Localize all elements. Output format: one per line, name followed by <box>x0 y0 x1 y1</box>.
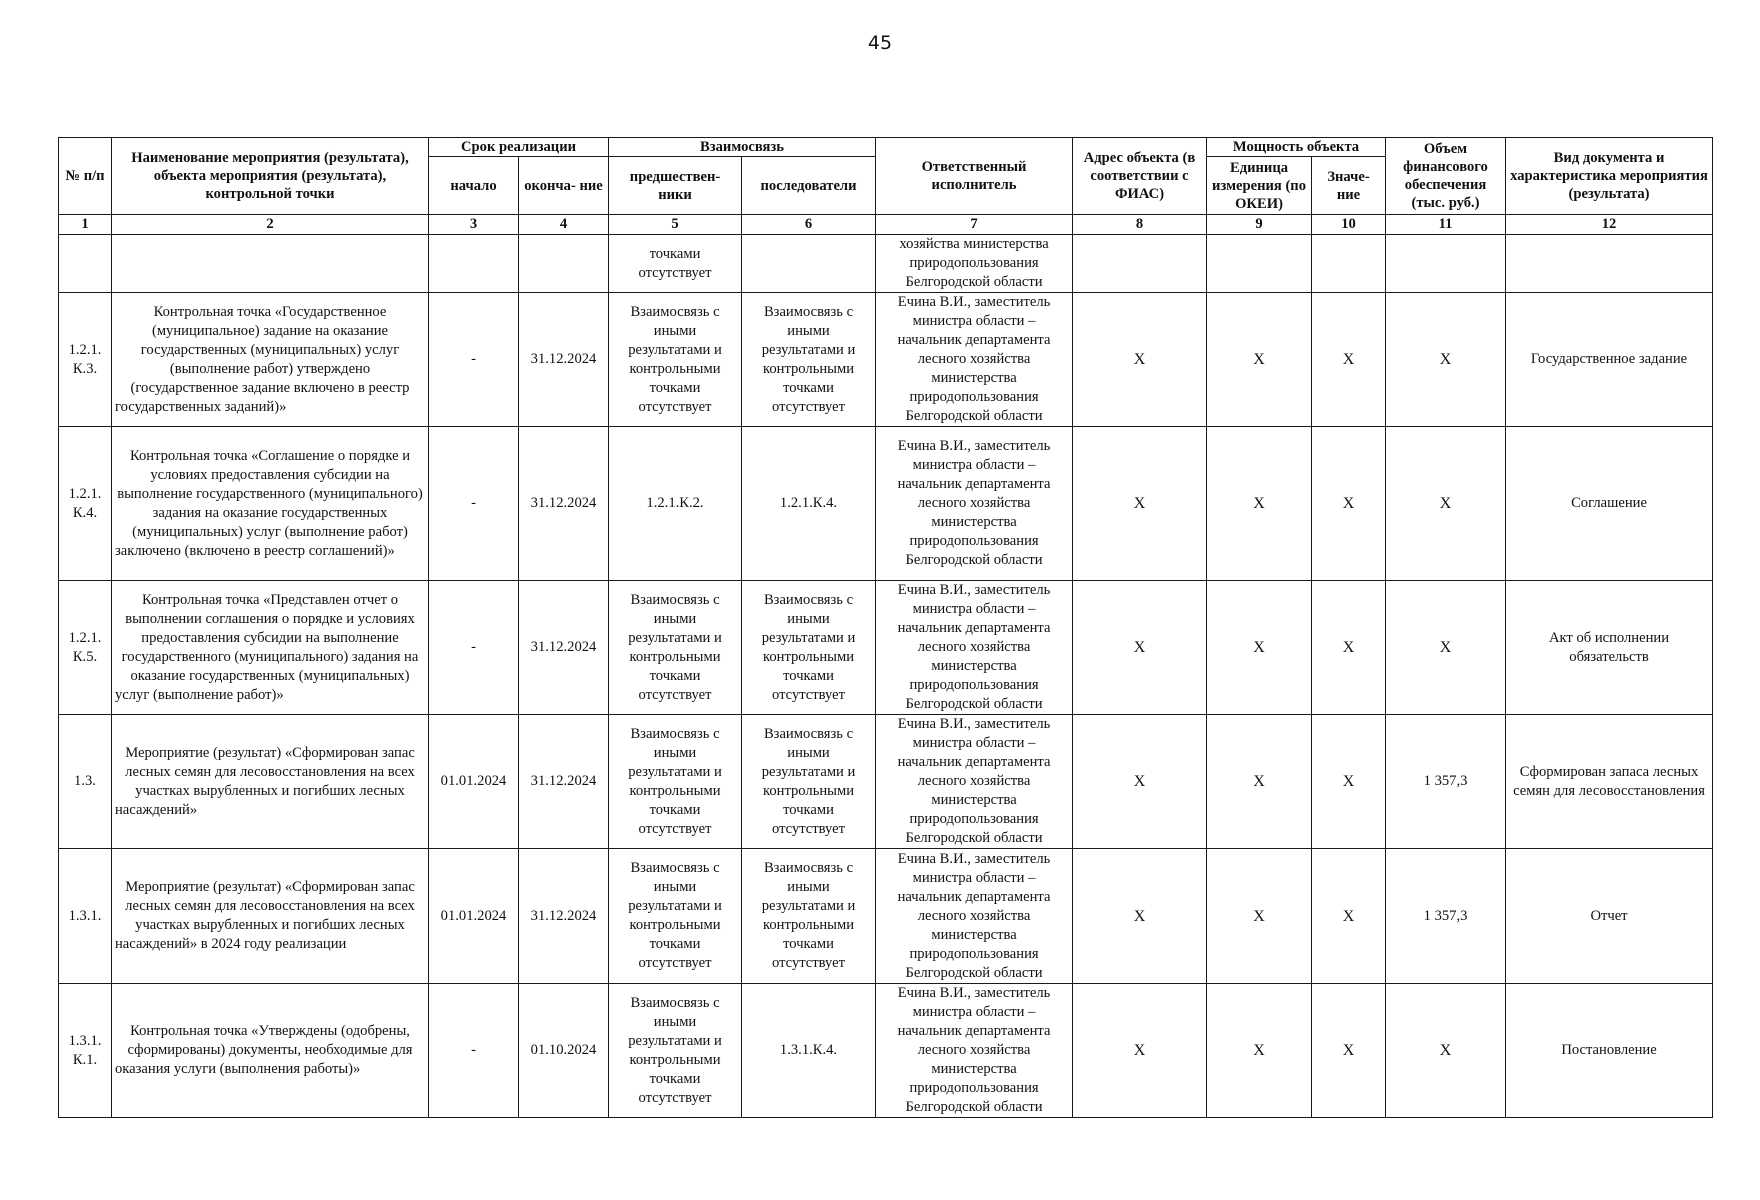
cell-prev: Взаимосвязь с иными результатами и контрольными точками отсутствует <box>609 581 742 715</box>
page-number: 45 <box>867 32 893 54</box>
cell-value: X <box>1312 427 1386 581</box>
cell-unit: X <box>1207 849 1312 984</box>
column-number: 1 <box>59 215 112 235</box>
cell-doc: Соглашение <box>1506 427 1713 581</box>
cell-address: X <box>1073 581 1207 715</box>
table-row <box>59 984 1713 1118</box>
cell-name: Мероприятие (результат) «Сформирован запас лесных семян для лесовосстановления на всех участках вырубленных и погибших лесных насаждений» в 2024 году реализации <box>112 849 429 984</box>
cell-end: 31.12.2024 <box>519 715 609 849</box>
header-unit: Единица измерения (по ОКЕИ) <box>1207 157 1312 215</box>
cell-start: - <box>429 427 519 581</box>
cell-funding: 1 357,3 <box>1386 849 1506 984</box>
header-row-top <box>59 138 1713 157</box>
cell-prev: Взаимосвязь с иными результатами и контрольными точками отсутствует <box>609 715 742 849</box>
cell-num: 1.3.1. К.1. <box>59 984 112 1118</box>
cell-end: 31.12.2024 <box>519 581 609 715</box>
cell-doc: Отчет <box>1506 849 1713 984</box>
cell-end: 01.10.2024 <box>519 984 609 1118</box>
plan-table <box>58 137 1713 1118</box>
table-row <box>59 849 1713 984</box>
cell-name: Мероприятие (результат) «Сформирован запас лесных семян для лесовосстановления на всех участках вырубленных и погибших лесных насаждений» <box>112 715 429 849</box>
column-number: 10 <box>1312 215 1386 235</box>
cell-num: 1.3.1. <box>59 849 112 984</box>
cell-doc: Государственное задание <box>1506 293 1713 427</box>
cell-start: - <box>429 984 519 1118</box>
header-capacity: Мощность объекта <box>1207 138 1386 157</box>
cell-unit: X <box>1207 715 1312 849</box>
cell-prev: Взаимосвязь с иными результатами и контрольными точками отсутствует <box>609 849 742 984</box>
cell-address: X <box>1073 427 1207 581</box>
cell-value: X <box>1312 581 1386 715</box>
cell-doc: Постановление <box>1506 984 1713 1118</box>
header-link-prev: предшествен- ники <box>609 157 742 215</box>
cell-executor: Ечина В.И., заместитель министра области – начальник департамента лесного хозяйства министерства природопользования Белгородской области <box>876 984 1073 1118</box>
column-number: 3 <box>429 215 519 235</box>
table-row <box>59 293 1713 427</box>
table-row-continuation <box>59 235 1713 293</box>
cell-unit: X <box>1207 293 1312 427</box>
header-link-next: последователи <box>742 157 876 215</box>
header-doc: Вид документа и характеристика мероприятия (результата) <box>1506 138 1713 215</box>
cell-funding: X <box>1386 984 1506 1118</box>
column-number: 5 <box>609 215 742 235</box>
cell-value: X <box>1312 715 1386 849</box>
cell-address: X <box>1073 715 1207 849</box>
cell-executor: Ечина В.И., заместитель министра области – начальник департамента лесного хозяйства министерства природопользования Белгородской области <box>876 849 1073 984</box>
cell-address: X <box>1073 849 1207 984</box>
header-funding: Объем финансового обеспечения (тыс. руб.) <box>1386 138 1506 215</box>
table-row <box>59 581 1713 715</box>
cell-num: 1.2.1. К.5. <box>59 581 112 715</box>
cell-funding: X <box>1386 293 1506 427</box>
header-term-start: начало <box>429 157 519 215</box>
cell-funding: X <box>1386 581 1506 715</box>
cell-prev: Взаимосвязь с иными результатами и контрольными точками отсутствует <box>609 984 742 1118</box>
cell-unit: X <box>1207 427 1312 581</box>
cell-end: 31.12.2024 <box>519 849 609 984</box>
cell-prev: 1.2.1.К.2. <box>609 427 742 581</box>
table-row <box>59 715 1713 849</box>
cell-unit: X <box>1207 581 1312 715</box>
cell-start: - <box>429 581 519 715</box>
cell-doc: Акт об исполнении обязательств <box>1506 581 1713 715</box>
header-num: № п/п <box>59 138 112 215</box>
column-number-row <box>59 215 1713 235</box>
table-row <box>59 427 1713 581</box>
cell-next: Взаимосвязь с иными результатами и контрольными точками отсутствует <box>742 849 876 984</box>
cell-executor: хозяйства министерства природопользования Белгородской области <box>876 235 1073 293</box>
cell-unit: X <box>1207 984 1312 1118</box>
header-term: Срок реализации <box>429 138 609 157</box>
cell-next: Взаимосвязь с иными результатами и контрольными точками отсутствует <box>742 293 876 427</box>
cell-executor: Ечина В.И., заместитель министра области – начальник департамента лесного хозяйства министерства природопользования Белгородской области <box>876 293 1073 427</box>
header-term-end: оконча- ние <box>519 157 609 215</box>
cell-name: Контрольная точка «Утверждены (одобрены, сформированы) документы, необходимые для оказания услуги (выполнения работы)» <box>112 984 429 1118</box>
cell-num: 1.2.1. К.4. <box>59 427 112 581</box>
cell-executor: Ечина В.И., заместитель министра области – начальник департамента лесного хозяйства министерства природопользования Белгородской области <box>876 427 1073 581</box>
cell-start: 01.01.2024 <box>429 715 519 849</box>
header-address: Адрес объекта (в соответствии с ФИАС) <box>1073 138 1207 215</box>
cell-doc: Сформирован запаса лесных семян для лесовосстановления <box>1506 715 1713 849</box>
cell-next: 1.3.1.К.4. <box>742 984 876 1118</box>
column-number: 9 <box>1207 215 1312 235</box>
cell-end: 31.12.2024 <box>519 427 609 581</box>
cell-next: Взаимосвязь с иными результатами и контрольными точками отсутствует <box>742 715 876 849</box>
cell-executor: Ечина В.И., заместитель министра области – начальник департамента лесного хозяйства министерства природопользования Белгородской области <box>876 715 1073 849</box>
column-number: 8 <box>1073 215 1207 235</box>
header-link: Взаимосвязь <box>609 138 876 157</box>
cell-name: Контрольная точка «Государственное (муниципальное) задание на оказание государственных (муниципальных) услуг (выполнение работ) утверждено (государственное задание включено в реестр государственных заданий)» <box>112 293 429 427</box>
cell-num: 1.2.1. К.3. <box>59 293 112 427</box>
cell-prev: Взаимосвязь с иными результатами и контрольными точками отсутствует <box>609 293 742 427</box>
cell-end: 31.12.2024 <box>519 293 609 427</box>
cell-num: 1.3. <box>59 715 112 849</box>
cell-funding: X <box>1386 427 1506 581</box>
column-number: 7 <box>876 215 1073 235</box>
cell-name: Контрольная точка «Представлен отчет о выполнении соглашения о порядке и условиях предоставления субсидии на выполнение государственного (муниципального) задания на оказание государственных (муниципальных) услуг (выполнение работ)» <box>112 581 429 715</box>
cell-funding: 1 357,3 <box>1386 715 1506 849</box>
column-number: 11 <box>1386 215 1506 235</box>
cell-next: Взаимосвязь с иными результатами и контрольными точками отсутствует <box>742 581 876 715</box>
column-number: 4 <box>519 215 609 235</box>
cell-prev: точками отсутствует <box>609 235 742 293</box>
cell-executor: Ечина В.И., заместитель министра области – начальник департамента лесного хозяйства министерства природопользования Белгородской области <box>876 581 1073 715</box>
column-number: 2 <box>112 215 429 235</box>
cell-next: 1.2.1.К.4. <box>742 427 876 581</box>
cell-value: X <box>1312 293 1386 427</box>
cell-start: 01.01.2024 <box>429 849 519 984</box>
cell-value: X <box>1312 984 1386 1118</box>
cell-address: X <box>1073 293 1207 427</box>
header-name: Наименование мероприятия (результата), объекта мероприятия (результата), контрольной точки <box>112 138 429 215</box>
cell-address: X <box>1073 984 1207 1118</box>
cell-name: Контрольная точка «Соглашение о порядке и условиях предоставления субсидии на выполнение государственного (муниципального) задания на оказание государственных (муниципальных) услуг (выполнение работ) заключено (включено в реестр соглашений)» <box>112 427 429 581</box>
column-number: 6 <box>742 215 876 235</box>
column-number: 12 <box>1506 215 1713 235</box>
cell-value: X <box>1312 849 1386 984</box>
cell-start: - <box>429 293 519 427</box>
header-value: Значе- ние <box>1312 157 1386 215</box>
header-executor: Ответственный исполнитель <box>876 138 1073 215</box>
